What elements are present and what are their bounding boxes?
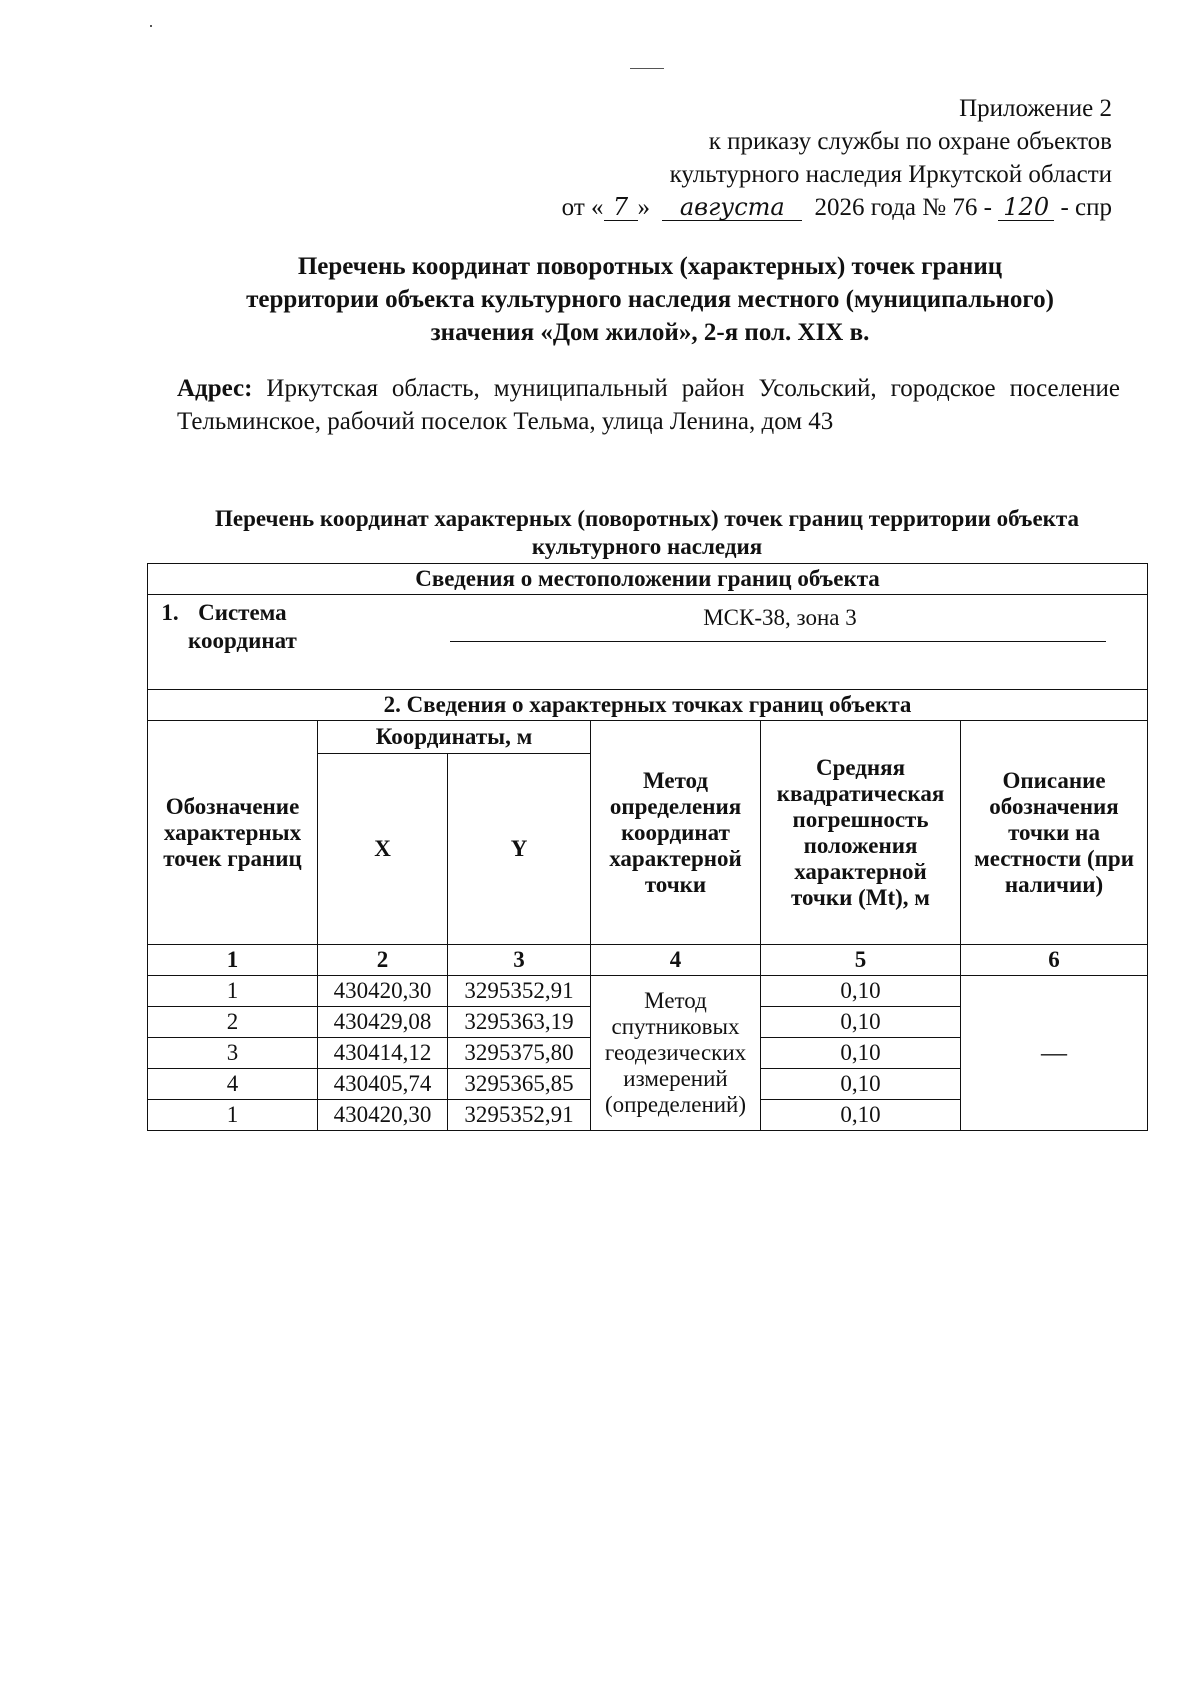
header-description: Описание обозначения точки на местности (при наличии) — [961, 721, 1148, 945]
table-caption-line-1: Перечень координат характерных (поворотных) точек границ территории объекта — [215, 506, 1079, 531]
point-number: 2 — [148, 1007, 318, 1038]
section-title: Сведения о местоположении границ объекта — [148, 564, 1148, 595]
annex-date-line — [562, 191, 1112, 224]
error-value: 0,10 — [761, 976, 961, 1007]
document-title — [170, 250, 1130, 349]
coord-y: 3295352,91 — [448, 976, 591, 1007]
annex-title: Приложение 2 — [959, 95, 1112, 122]
header-method: Метод определения координат характерной точки — [591, 721, 761, 945]
table-row — [148, 976, 1148, 1007]
points-section-title: 2. Сведения о характерных точках границ объекта — [148, 690, 1148, 721]
header-x: X — [318, 754, 448, 945]
handwritten-month: августа — [662, 194, 802, 221]
system-value-text: МСК-38, зона 3 — [703, 605, 857, 630]
annex-header — [562, 92, 1112, 224]
header-y: Y — [448, 754, 591, 945]
method-cell: Метод спутниковых геодезических измерений (определений) — [591, 976, 761, 1131]
coord-x: 430420,30 — [318, 1100, 448, 1131]
table-caption-line-2: культурного наследия — [531, 534, 763, 559]
description-cell: — — [961, 976, 1148, 1131]
date-prefix: от « — [561, 194, 604, 221]
scan-mark — [150, 25, 152, 27]
column-number: 3 — [448, 945, 591, 976]
scan-mark — [630, 68, 664, 69]
coord-y: 3295365,85 — [448, 1069, 591, 1100]
header-error: Средняя квадратическая погрешность положения характерной точки (Mt), м — [761, 721, 961, 945]
table-caption — [147, 505, 1147, 561]
annex-line-authority: культурного наследия Иркутской области — [669, 161, 1112, 188]
address-text: Иркутская область, муниципальный район Усольский, городское поселение Тельминское, рабочий поселок Тельма, улица Ленина, дом 43 — [177, 375, 1121, 435]
date-year-number: 2026 года № 76 - — [814, 194, 992, 221]
point-number: 1 — [148, 1100, 318, 1131]
coordinates-table — [147, 563, 1148, 1131]
handwritten-number: 120 — [998, 194, 1054, 221]
coord-y: 3295363,19 — [448, 1007, 591, 1038]
column-number: 2 — [318, 945, 448, 976]
error-value: 0,10 — [761, 1007, 961, 1038]
error-value: 0,10 — [761, 1069, 961, 1100]
coordinate-system-value — [450, 603, 1106, 642]
date-mid: » — [637, 194, 651, 221]
coord-x: 430420,30 — [318, 976, 448, 1007]
column-number: 4 — [591, 945, 761, 976]
error-value: 0,10 — [761, 1100, 961, 1131]
address-label: Адрес: — [177, 375, 253, 402]
point-number: 1 — [148, 976, 318, 1007]
column-number: 5 — [761, 945, 961, 976]
point-number: 4 — [148, 1069, 318, 1100]
column-number: 6 — [961, 945, 1148, 976]
address-block — [177, 372, 1120, 438]
system-label-line-2: координат — [188, 628, 297, 653]
coordinate-system-cell — [148, 595, 1148, 690]
coord-y: 3295375,80 — [448, 1038, 591, 1069]
coord-x: 430429,08 — [318, 1007, 448, 1038]
system-label-line-1: Система — [198, 600, 287, 625]
title-line-1: Перечень координат поворотных (характерных) точек границ — [297, 253, 1003, 280]
coord-x: 430414,12 — [318, 1038, 448, 1069]
header-coordinates: Координаты, м — [318, 721, 591, 754]
coordinate-system-label — [152, 599, 297, 655]
handwritten-day: 7 — [604, 194, 638, 221]
system-number: 1. — [161, 600, 179, 625]
title-line-2: территории объекта культурного наследия местного (муниципального) — [246, 286, 1054, 313]
point-number: 3 — [148, 1038, 318, 1069]
coord-y: 3295352,91 — [448, 1100, 591, 1131]
header-designation: Обозначение характерных точек границ — [148, 721, 318, 945]
coord-x: 430405,74 — [318, 1069, 448, 1100]
column-number: 1 — [148, 945, 318, 976]
title-line-3: значения «Дом жилой», 2-я пол. XIX в. — [430, 319, 870, 346]
annex-line-order: к приказу службы по охране объектов — [708, 128, 1112, 155]
error-value: 0,10 — [761, 1038, 961, 1069]
date-suffix: - спр — [1060, 194, 1112, 221]
